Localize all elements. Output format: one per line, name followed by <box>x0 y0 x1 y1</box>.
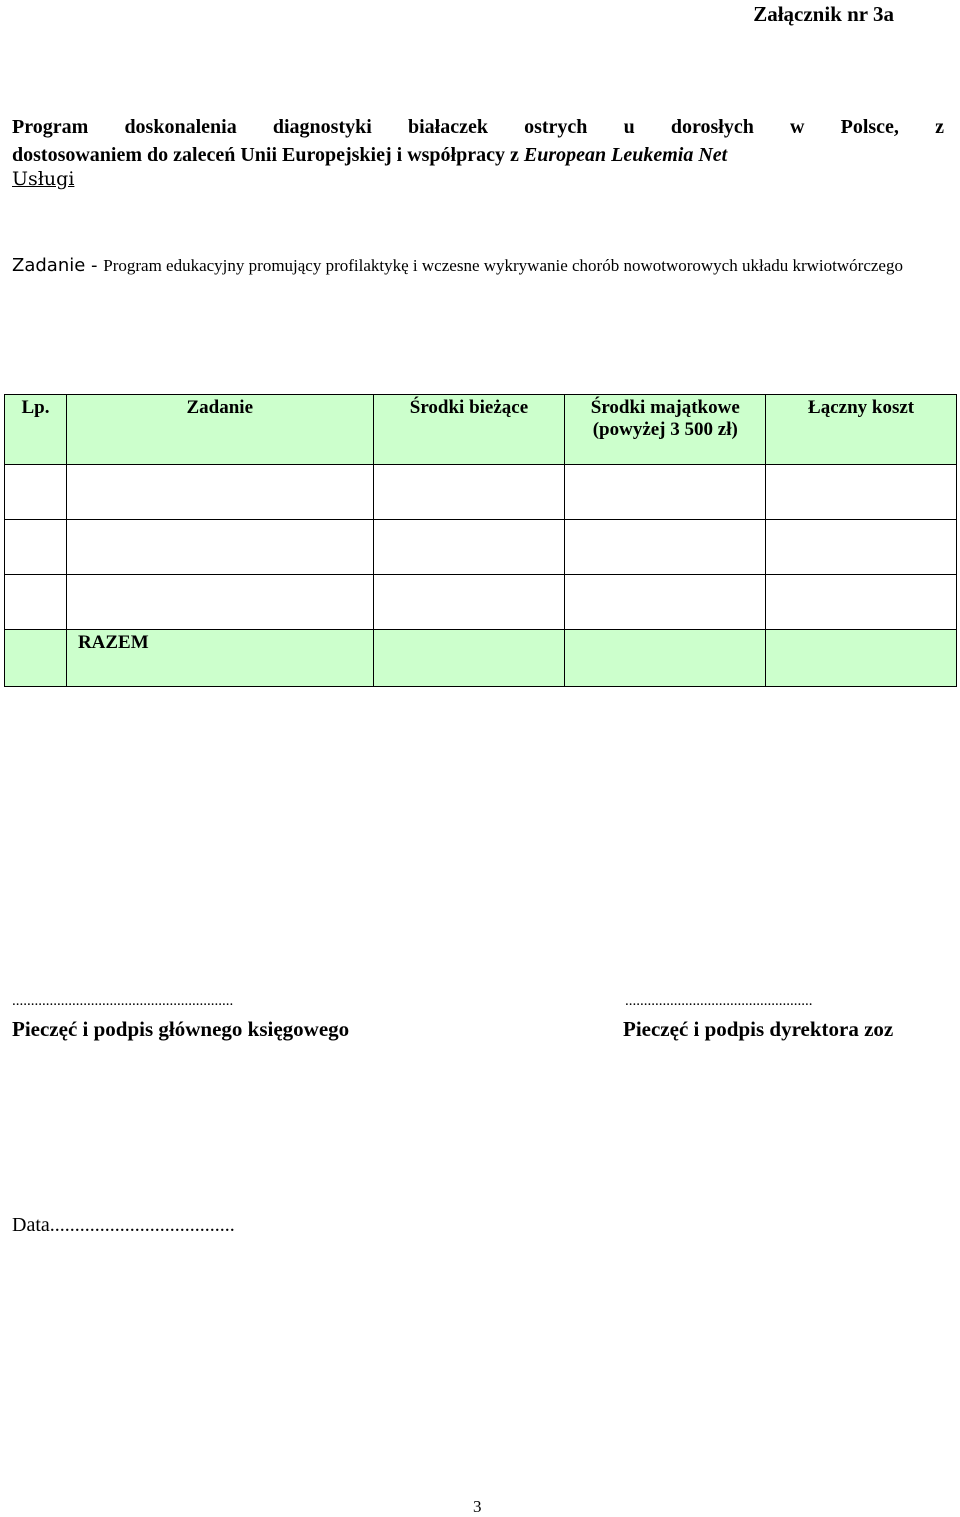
title-word: z <box>935 116 944 138</box>
header-asset-funds <box>565 395 766 465</box>
title-word: ostrych <box>524 116 588 138</box>
cost-table <box>4 394 957 687</box>
cell-task <box>66 465 373 520</box>
program-title-line1 <box>12 113 944 141</box>
signature-label-director: Pieczęć i podpis dyrektora zoz <box>623 1017 894 1041</box>
cell-task <box>66 575 373 630</box>
title-word: Program <box>12 116 89 138</box>
title-word: doskonalenia <box>124 116 237 138</box>
cell-task <box>66 520 373 575</box>
title-word: diagnostyki <box>272 116 372 138</box>
program-title-regular: dostosowaniem do zaleceń Unii Europejskiej i współpracy z <box>12 144 524 166</box>
title-word: białaczek <box>407 116 488 138</box>
title-word: Polsce, <box>840 116 899 138</box>
cell-lp <box>5 520 67 575</box>
program-title-line2 <box>12 141 944 169</box>
title-word: w <box>790 116 805 138</box>
header-current-funds: Środki bieżące <box>373 395 565 465</box>
program-title-italic: European Leukemia Net <box>523 144 728 166</box>
cell-asset-funds <box>565 520 766 575</box>
cell-total-cost <box>766 575 957 630</box>
task-prefix: Zadanie - <box>12 255 104 276</box>
total-label: RAZEM <box>66 630 373 687</box>
total-cell-asset-funds <box>565 630 766 687</box>
attachment-label: Załącznik nr 3a <box>753 2 894 26</box>
signature-line-accountant: ........................................................... <box>12 993 234 1009</box>
page-number: 3 <box>473 1497 482 1516</box>
header-asset-funds-line2: (powyżej 3 500 zł) <box>592 419 738 440</box>
table-row <box>5 520 957 575</box>
cell-current-funds <box>373 520 565 575</box>
total-cell-total-cost <box>766 630 957 687</box>
program-title <box>12 113 944 169</box>
cell-asset-funds <box>565 465 766 520</box>
signature-label-accountant: Pieczęć i podpis głównego księgowego <box>12 1017 350 1041</box>
total-cell-current-funds <box>373 630 565 687</box>
date-field: Data..................................... <box>12 1214 235 1236</box>
table-row <box>5 465 957 520</box>
title-word: u <box>623 116 635 138</box>
cell-asset-funds <box>565 575 766 630</box>
table-row <box>5 575 957 630</box>
header-lp: Lp. <box>5 395 67 465</box>
cell-current-funds <box>373 575 565 630</box>
header-total-cost: Łączny koszt <box>766 395 957 465</box>
header-task: Zadanie <box>66 395 373 465</box>
cell-total-cost <box>766 465 957 520</box>
cell-total-cost <box>766 520 957 575</box>
task-text: Program edukacyjny promujący profilaktykę i wczesne wykrywanie chorób nowotworowych układu krwiotwórczego <box>103 256 903 275</box>
title-word: dorosłych <box>670 116 754 138</box>
header-asset-funds-line1: Środki majątkowe <box>590 397 740 418</box>
cell-lp <box>5 465 67 520</box>
cell-lp <box>5 575 67 630</box>
total-cell-lp <box>5 630 67 687</box>
signature-line-director: .................................................. <box>625 993 813 1009</box>
table-header-row <box>5 395 957 465</box>
services-label: Usługi <box>12 168 75 190</box>
task-description <box>12 253 952 278</box>
table-total-row <box>5 630 957 687</box>
cell-current-funds <box>373 465 565 520</box>
